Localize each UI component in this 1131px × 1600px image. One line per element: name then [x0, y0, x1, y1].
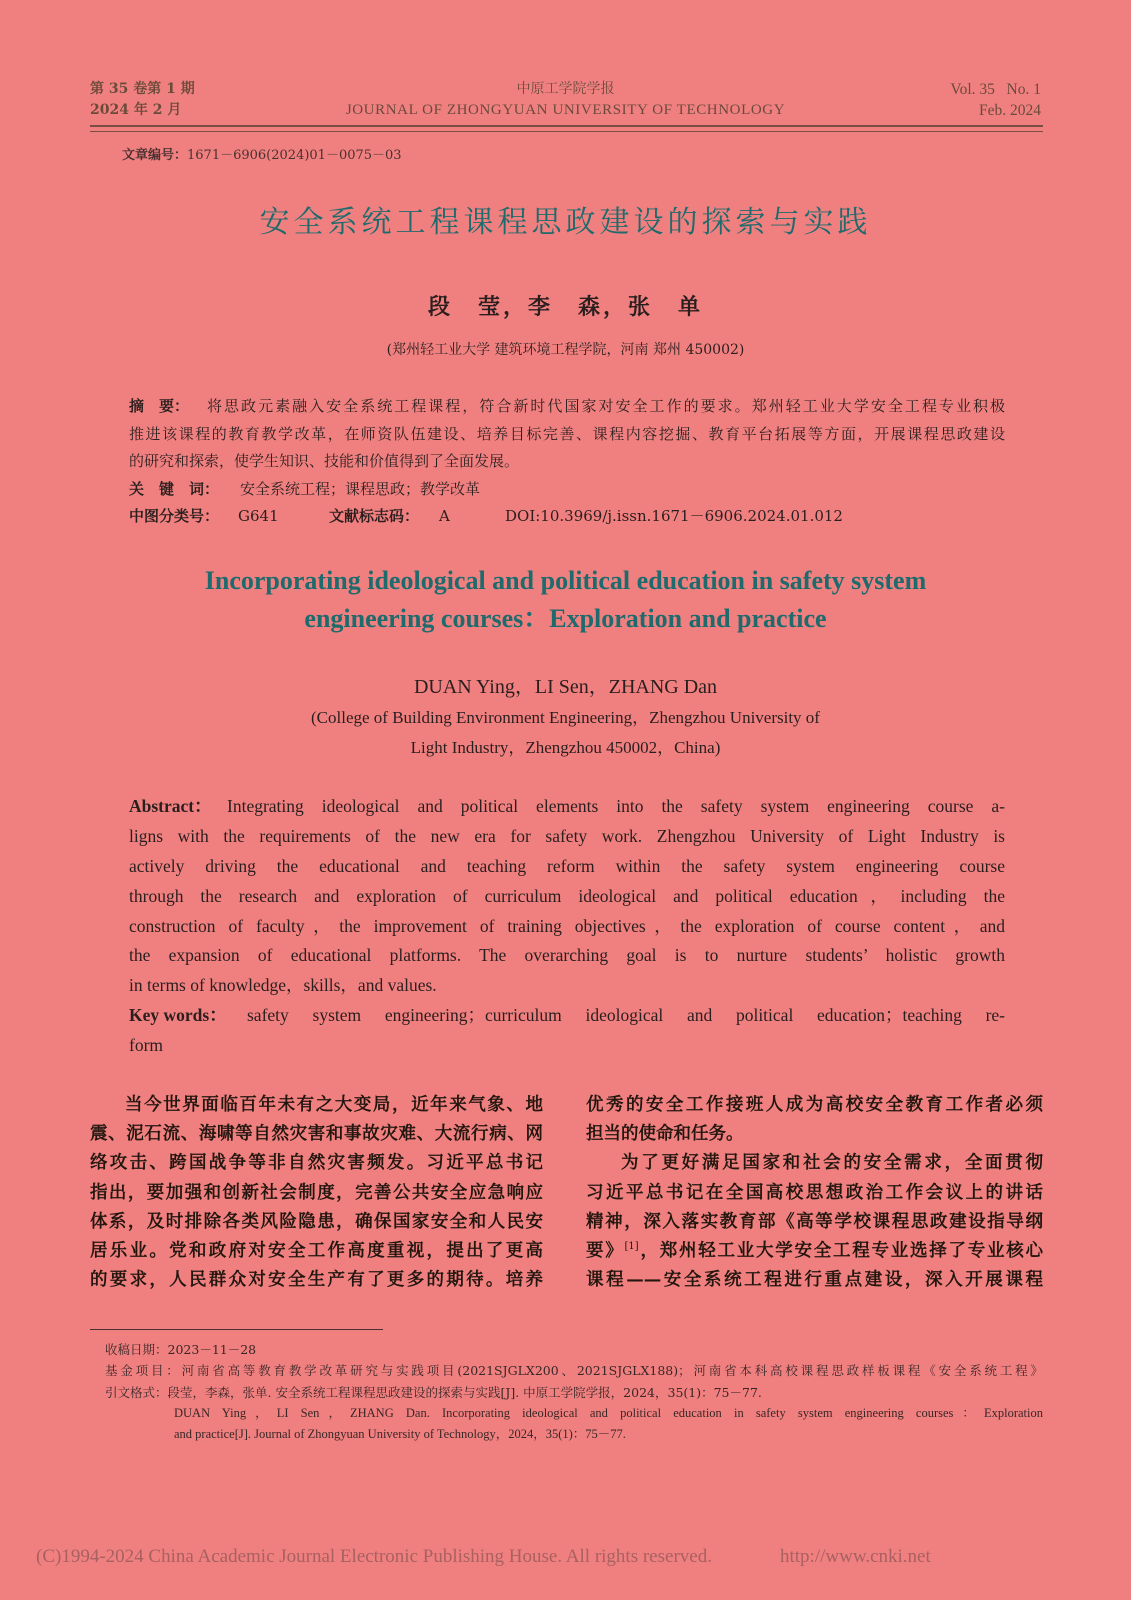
clc-code: G641 [238, 507, 279, 525]
body-line: 精神，深入落实教育部《高等学校课程思政建设指导纲 [586, 1211, 1043, 1232]
header-volume-en: Vol. 35 No. 1 [950, 81, 1041, 98]
title-cn: 安全系统工程课程思政建设的探索与实践 [259, 205, 872, 240]
article-number-value: 1671－6906(2024)01－0075－03 [187, 148, 402, 163]
keywords-cn [129, 476, 1005, 504]
citation-ref: [1] [624, 1241, 639, 1253]
body-line: 居乐业。党和政府对安全工作高度重视，提出了更高 [90, 1240, 543, 1261]
body-text: ，郑州轻工业大学安全工程专业选择了专业核心 [638, 1240, 1043, 1261]
abstract-cn-line [129, 393, 1005, 421]
abstract-en-line: the expansion of educational platforms. The overarching goal is to nurture students’ holistic growth [129, 945, 1005, 966]
affiliation-en [0, 703, 1131, 762]
abstract-en-line: through the research and exploration of curriculum ideological and political education，including the [129, 885, 1005, 906]
body-line: 震、泥石流、海啸等自然灾害和事故灾难、大流行病、网 [90, 1124, 543, 1145]
header-rule-thick [90, 125, 1043, 127]
footnote-citation [105, 1382, 1043, 1403]
copyright-watermark: (C)1994-2024 China Academic Journal Electronic Publishing House. All rights reserved. [36, 1546, 712, 1567]
abstract-cn-text: 将思政元素融入安全系统工程课程，符合新时代国家对安全工作的要求。郑州轻工业大学安全工程专业积极 [207, 397, 1005, 415]
affiliation-cn: (郑州轻工业大学 建筑环境工程学院，河南 郑州 450002) [386, 342, 745, 358]
article-number [122, 146, 402, 166]
header-date-cn: 2024 年 2 月 [90, 102, 182, 118]
keywords-cn-text: 安全系统工程；课程思政；教学改革 [240, 479, 481, 498]
footnote-received-text: 2023－11－28 [167, 1342, 257, 1357]
cnki-url-watermark: http://www.cnki.net [780, 1546, 931, 1567]
body-line: 担当的使命和任务。 [586, 1124, 744, 1145]
body-line: 的要求，人民群众对安全生产有了更多的期待。培养 [90, 1270, 543, 1291]
footnote-citation-cn: 段莹，李森，张单. 安全系统工程课程思政建设的探索与实践[J]. 中原工学院学报，2024，35(1)：75－77. [167, 1384, 762, 1400]
keywords-en-line: form [129, 1035, 164, 1056]
abstract-en-line [129, 792, 1005, 822]
footnotes [105, 1339, 1043, 1445]
footnote-received-label: 收稿日期： [105, 1342, 168, 1357]
abstract-en-line: in terms of knowledge，skills，and values. [129, 975, 437, 996]
affiliation-en-line: (College of Building Environment Engineering，Zhengzhou University of [311, 708, 820, 727]
abstract-en-line: actively driving the educational and teaching reform within the safety system engineering course [129, 855, 1005, 876]
title-en-line: engineering courses：Exploration and practice [304, 604, 827, 633]
abstract-en-label: Abstract： [129, 796, 212, 816]
authors-cn: 段 莹，李 森，张 单 [427, 295, 703, 320]
body-line: 指出，要加强和创新社会制度，完善公共安全应急响应 [90, 1182, 543, 1203]
footnote-citation-en: and practice[J]. Journal of Zhongyuan University of Technology，2024，35(1)：75－77. [174, 1427, 626, 1442]
keywords-cn-label: 关 键 词： [129, 479, 220, 498]
header-rule-thin [90, 131, 1043, 132]
body-line: 习近平总书记在全国高校思想政治工作会议上的讲话 [586, 1182, 1043, 1203]
header-issue-cn: 第 35 卷第 1 期 [90, 81, 195, 97]
body-line: 体系，及时排除各类风险隐患，确保国家安全和人民安 [90, 1211, 543, 1232]
footnote-received [105, 1339, 1043, 1360]
body-column-left [90, 1091, 543, 1295]
abstract-en-text: Integrating ideological and political elements into the safety system engineering course a- [227, 796, 1005, 816]
keywords-en-label: Key words： [129, 1005, 227, 1026]
doc-code-label: 文献标志码： [329, 507, 420, 525]
abstract-cn-line: 的研究和探索，使学生知识、技能和价值得到了全面发展。 [129, 452, 520, 470]
body-line: 课程——安全系统工程进行重点建设，深入开展课程 [586, 1270, 1043, 1291]
clc-label: 中图分类号： [129, 507, 220, 525]
abstract-en [129, 792, 1005, 1061]
body-column-right [586, 1091, 1043, 1295]
classification-line [129, 503, 1005, 531]
affiliation-en-line: Light Industry，Zhengzhou 450002，China) [410, 737, 721, 757]
footnote-fund-label: 基金项目： [105, 1363, 182, 1379]
abstract-cn-label: 摘 要： [129, 397, 190, 415]
journal-name-cn: 中原工学院学报 [516, 81, 615, 97]
footnote-citation-en: DUAN Ying，LI Sen，ZHANG Dan. Incorporating ideological and political education in safety system engineering courses：Exploration [174, 1405, 1043, 1420]
footnote-fund [105, 1360, 1043, 1381]
footnote-rule [90, 1329, 383, 1330]
authors-en: DUAN Ying，LI Sen，ZHANG Dan [413, 676, 718, 698]
header-volume [950, 79, 1041, 121]
title-en-line: Incorporating ideological and political education in safety system [204, 566, 927, 595]
abstract-en-line: ligns with the requirements of the new era for safety work. Zhengzhou University of Light Industry is [129, 825, 1005, 846]
body-line: 络攻击、跨国战争等非自然灾害频发。习近平总书记 [90, 1153, 543, 1174]
body-line: 为了更好满足国家和社会的安全需求，全面贯彻 [621, 1153, 1043, 1174]
keywords-en [129, 1001, 1005, 1031]
journal-name-en: JOURNAL OF ZHONGYUAN UNIVERSITY OF TECHNOLOGY [345, 102, 786, 118]
body-line: 优秀的安全工作接班人成为高校安全教育工作者必须 [586, 1095, 1043, 1115]
abstract-cn [129, 393, 1005, 531]
header-date-en: Feb. 2024 [979, 102, 1041, 119]
title-en [0, 562, 1131, 638]
body-text: 要》 [586, 1240, 625, 1261]
article-number-label: 文章编号： [122, 148, 188, 163]
abstract-en-line: construction of faculty，the improvement of training objectives，the exploration of course content，and [129, 915, 1005, 936]
doc-code: A [439, 507, 450, 525]
footnote-citation-label: 引文格式： [105, 1384, 168, 1400]
body-line-with-citation [586, 1237, 1043, 1266]
doi: DOI:10.3969/j.issn.1671－6906.2024.01.012 [505, 507, 843, 525]
footnote-fund-text: 河南省高等教育教学改革研究与实践项目(2021SJGLX200、2021SJGLX188)；河南省本科高校课程思政样板课程《安全系统工程》 [181, 1363, 1043, 1379]
body-line: 当今世界面临百年未有之大变局，近年来气象、地 [125, 1095, 543, 1115]
keywords-en-text: safety system engineering；curriculum ideological and political education；teaching re- [247, 1005, 1005, 1026]
abstract-cn-line: 推进该课程的教育教学改革，在师资队伍建设、培养目标完善、课程内容挖掘、教育平台拓展等方面，开展课程思政建设 [129, 424, 1005, 443]
